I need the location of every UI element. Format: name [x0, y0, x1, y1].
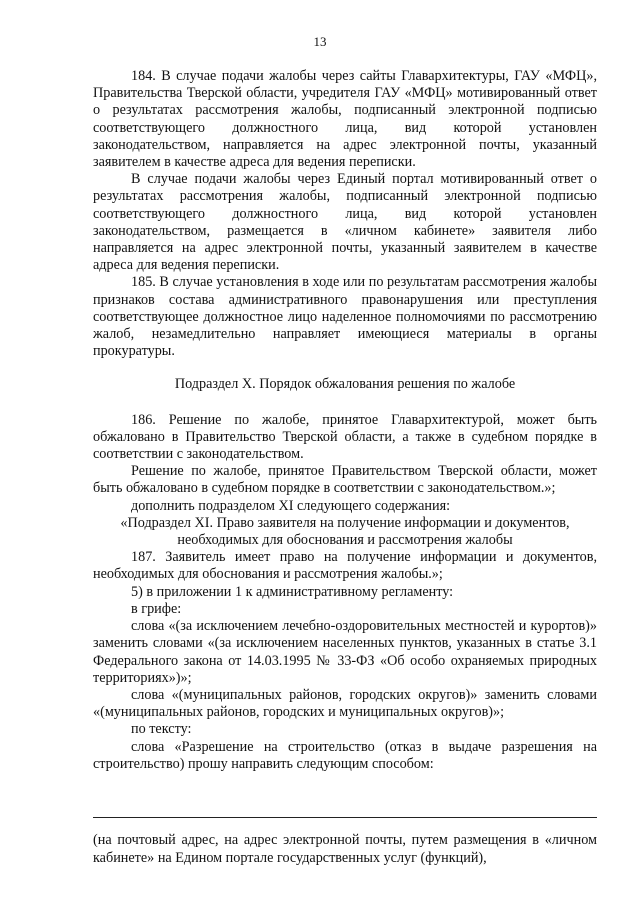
subsection-x-heading: Подраздел X. Порядок обжалования решения по жалобе: [174, 376, 516, 393]
paragraph-185: 185. В случае установления в ходе или по результатам рассмотрения жалобы признаков состава административного правонарушения или преступления соответствующее должностное лицо наделенное полномочиями по рассмотрению жалоб, незамедлительно направляет имеющиеся материалы в органы прокуратуры.: [93, 274, 597, 360]
paragraph-187: 187. Заявитель имеет право на получение информации и документов, необходимых для обоснования и рассмотрения жалобы.»;: [93, 549, 597, 583]
paragraph-186: 186. Решение по жалобе, принятое Главархитектурой, может быть обжаловано в Правительство Тверской области, а также в судебном порядке в соответствии с законодательством.: [93, 411, 597, 463]
paragraph-184: 184. В случае подачи жалобы через сайты Главархитектуры, ГАУ «МФЦ», Правительства Тверской области, учредителя ГАУ «МФЦ» мотивированный ответ о результатах рассмотрения жалобы, подписанный электронной подписью соответствующего должностного лица, вид которой установлен законодательством, направляется на адрес электронной почты, указанный заявителем в качестве адреса для ведения переписки.: [93, 68, 597, 171]
page-number: 13: [313, 34, 327, 49]
by-text-label: по тексту:: [131, 721, 192, 738]
in-header-label: в грифе:: [131, 600, 182, 617]
item-5: 5) в приложении 1 к административному регламенту:: [131, 583, 454, 600]
subsection-xi-heading-line1: «Подраздел XI. Право заявителя на получение информации и документов,: [120, 514, 570, 531]
form-underline: [93, 817, 597, 818]
add-subsection-xi: дополнить подразделом XI следующего содержания:: [131, 497, 451, 514]
footer-note: (на почтовый адрес, на адрес электронной почты, путем размещения в «личном кабинете» на Едином портале государственных услуг (функций),: [93, 832, 597, 866]
subsection-xi-heading-line2: необходимых для обоснования и рассмотрения жалобы: [177, 532, 513, 549]
replacement-words-2: слова «(муниципальных районов, городских округов)» заменить словами «(муниципальных районов, городских и муниципальных округов)»;: [93, 686, 597, 721]
replacement-words-1: слова «(за исключением лечебно-оздоровительных местностей и курортов)» заменить словами «(за исключением населенных пунктов, указанных в статье 3.1 Федерального закона от 14.03.1995 № 33-ФЗ «Об особо охраняемых природных территориях»)»;: [93, 618, 597, 686]
document-body: [93, 68, 597, 773]
paragraph-184-portal: В случае подачи жалобы через Единый портал мотивированный ответ о результатах рассмотрения жалобы, подписанный электронной подписью соответствующего должностного лица, вид которой установлен законодательством, размещается в «личном кабинете» заявителя либо направляется на адрес электронной почты, указанный заявителем в качестве адреса для ведения переписки.: [93, 171, 597, 274]
replacement-words-3: слова «Разрешение на строительство (отказ в выдаче разрешения на строительство) прошу направить следующим способом:: [93, 738, 597, 772]
paragraph-186-government: Решение по жалобе, принятое Правительством Тверской области, может быть обжаловано в судебном порядке в соответствии с законодательством.»;: [93, 463, 597, 497]
